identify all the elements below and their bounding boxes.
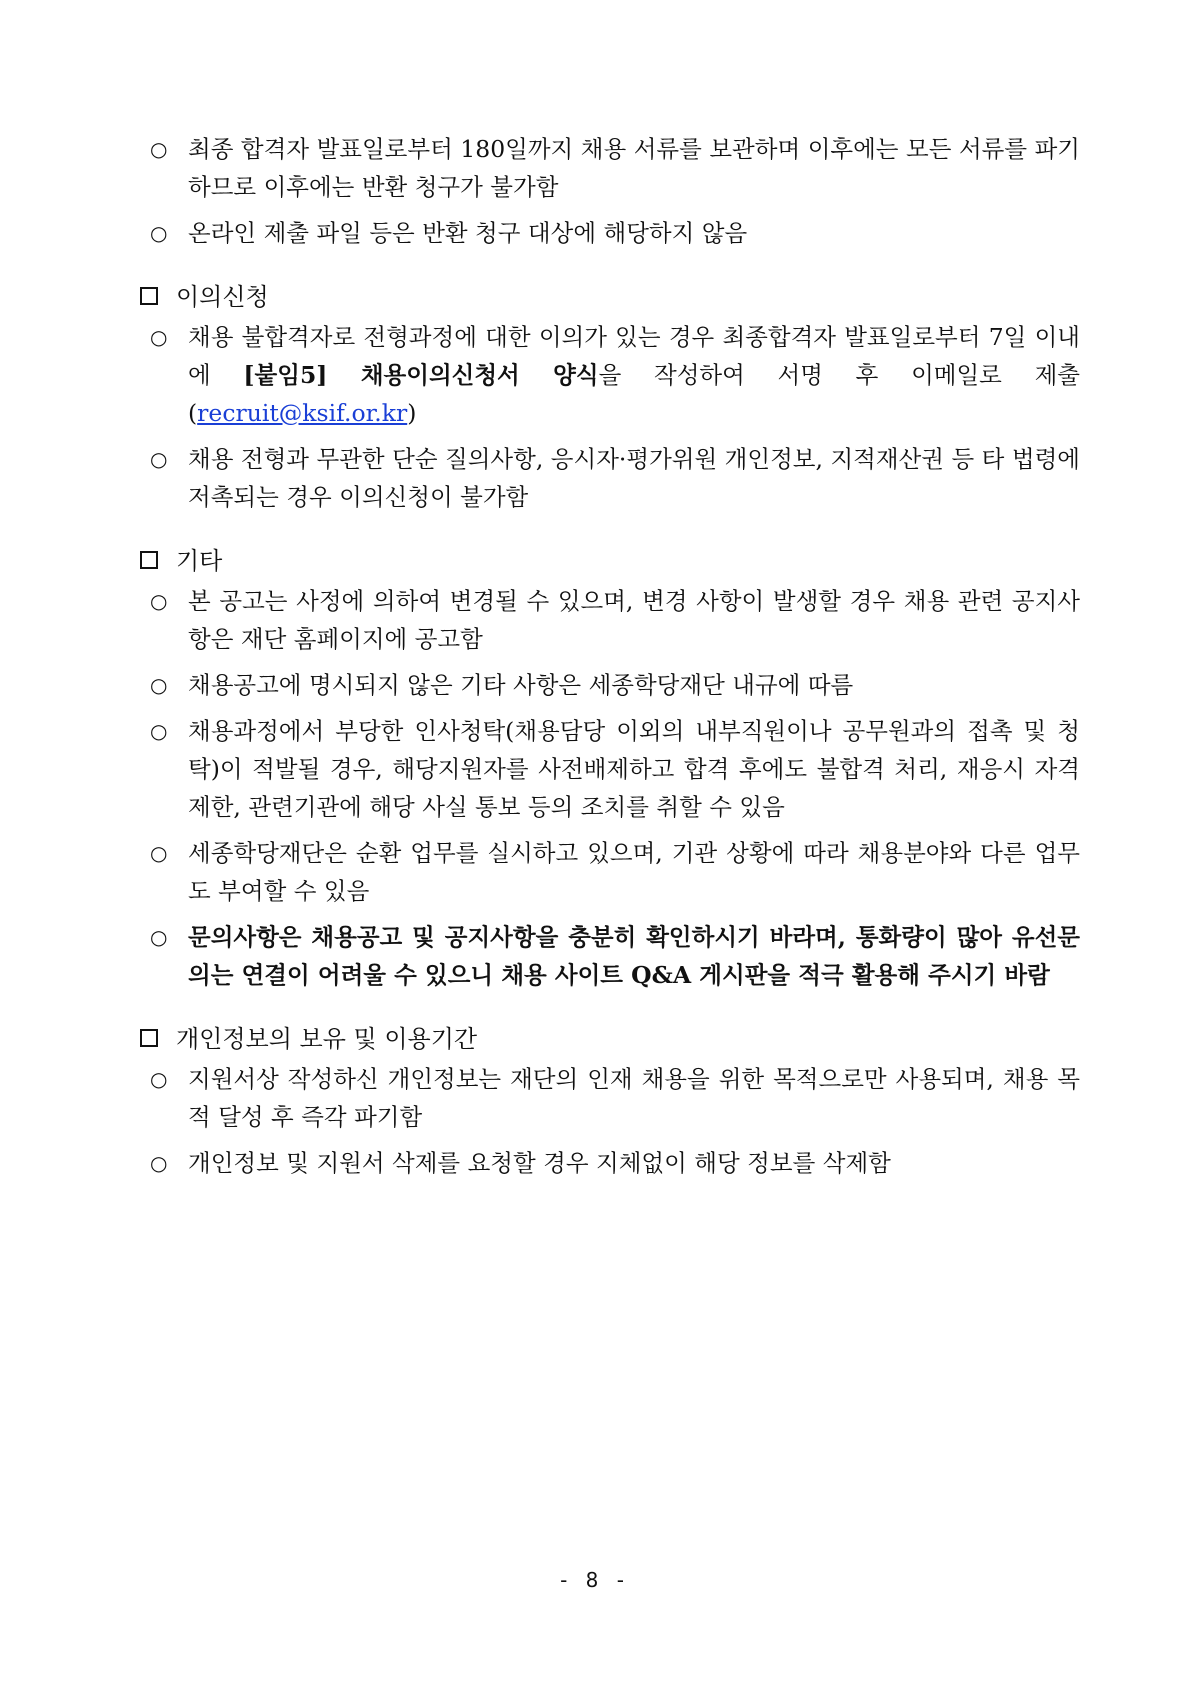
list-item: [140, 214, 1080, 252]
bullet-text: 최종 합격자 발표일로부터 180일까지 채용 서류를 보관하며 이후에는 모든 서류를 파기하므로 이후에는 반환 청구가 불가함: [188, 135, 1080, 201]
bullet-text: 세종학당재단은 순환 업무를 실시하고 있으며, 기관 상황에 따라 채용분야와 다른 업무도 부여할 수 있음: [188, 839, 1080, 905]
bullet-text-pre: 채용 불합격자로 전형과정에 대한 이의가 있는 경우 최종합격자 발표일로부터 7일 이내에: [188, 323, 1080, 389]
bullet-text: 온라인 제출 파일 등은 반환 청구 대상에 해당하지 않음: [188, 219, 748, 247]
page-number: - 8 -: [560, 1568, 630, 1592]
section-title: 이의신청: [176, 283, 269, 311]
bullet-text: 채용 전형과 무관한 단순 질의사항, 응시자·평가위원 개인정보, 지적재산권 등 타 법령에 저촉되는 경우 이의신청이 불가함: [188, 445, 1080, 511]
bullet-text: 개인정보 및 지원서 삭제를 요청할 경우 지체없이 해당 정보를 삭제함: [188, 1149, 891, 1177]
bullet-text-post: 을 작성하여 서명 후 이메일로 제출(: [188, 361, 1080, 427]
list-item-emphasized: [140, 918, 1080, 994]
square-box-icon: [140, 551, 158, 569]
circle-bullet-icon: ○: [150, 447, 168, 471]
list-item: [140, 1060, 1080, 1136]
circle-bullet-icon: ○: [150, 841, 168, 865]
list-item: [140, 582, 1080, 658]
appeal-form-reference: [붙임5] 채용이의신청서 양식: [243, 361, 599, 389]
list-item: [140, 440, 1080, 516]
section-heading-appeal: [140, 278, 1080, 316]
list-item: [140, 834, 1080, 910]
section-heading-etc: [140, 542, 1080, 580]
square-box-icon: [140, 1029, 158, 1047]
circle-bullet-icon: ○: [150, 589, 168, 613]
circle-bullet-icon: ○: [150, 325, 168, 349]
document-content: [140, 130, 1080, 1182]
circle-bullet-icon: ○: [150, 673, 168, 697]
circle-bullet-icon: ○: [150, 137, 168, 161]
bullet-text: 문의사항은 채용공고 및 공지사항을 충분히 확인하시기 바라며, 통화량이 많아 유선문의는 연결이 어려울 수 있으니 채용 사이트 Q&A 게시판을 적극 활용해 주시기 바람: [188, 923, 1080, 989]
list-item: [140, 1144, 1080, 1182]
bullet-text: 지원서상 작성하신 개인정보는 재단의 인재 채용을 위한 목적으로만 사용되며, 채용 목적 달성 후 즉각 파기함: [188, 1065, 1080, 1131]
section-heading-privacy: [140, 1020, 1080, 1058]
list-item: [140, 712, 1080, 826]
bullet-text-close: ): [407, 399, 417, 427]
list-item: [140, 130, 1080, 206]
list-item: [140, 666, 1080, 704]
email-link[interactable]: recruit@ksif.or.kr: [197, 399, 408, 427]
section-title: 기타: [176, 547, 223, 575]
circle-bullet-icon: ○: [150, 925, 168, 949]
bullet-text: 채용공고에 명시되지 않은 기타 사항은 세종학당재단 내규에 따름: [188, 671, 854, 699]
section-title: 개인정보의 보유 및 이용기간: [176, 1025, 478, 1053]
circle-bullet-icon: ○: [150, 1067, 168, 1091]
list-item: [140, 318, 1080, 432]
circle-bullet-icon: ○: [150, 719, 168, 743]
bullet-text: 채용과정에서 부당한 인사청탁(채용담당 이외의 내부직원이나 공무원과의 접촉 및 청탁)이 적발될 경우, 해당지원자를 사전배제하고 합격 후에도 불합격 처리, 재응시 자격 제한, 관련기관에 해당 사실 통보 등의 조치를 취할 수 있음: [188, 717, 1080, 821]
bullet-text: 본 공고는 사정에 의하여 변경될 수 있으며, 변경 사항이 발생할 경우 채용 관련 공지사항은 재단 홈페이지에 공고함: [188, 587, 1080, 653]
square-box-icon: [140, 287, 158, 305]
circle-bullet-icon: ○: [150, 221, 168, 245]
circle-bullet-icon: ○: [150, 1151, 168, 1175]
